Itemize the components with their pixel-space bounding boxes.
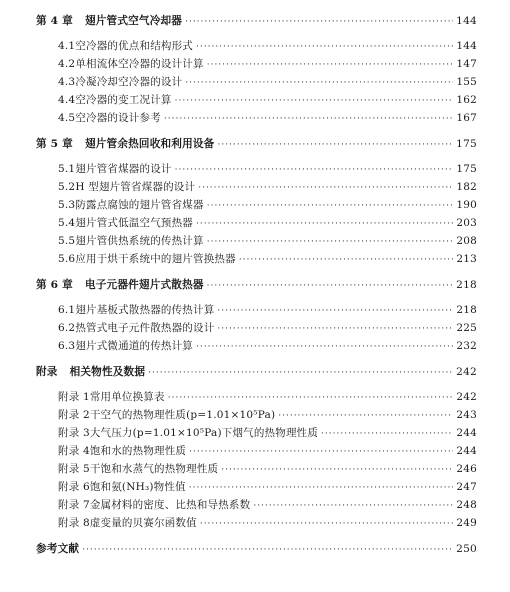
chapter-number: 第 4 章 <box>36 15 73 27</box>
page-number: 144 <box>456 40 477 52</box>
entry-number: 附录 6 <box>58 481 90 493</box>
dot-leader <box>253 501 453 511</box>
entry-title: 热管式电子元件散热器的设计 <box>75 322 215 334</box>
dot-leader <box>185 78 453 88</box>
entry-number: 4.1 <box>58 40 76 52</box>
dot-leader <box>175 96 454 106</box>
entry-number: 5.1 <box>58 163 76 175</box>
dot-leader <box>198 183 453 193</box>
toc-entry[interactable] <box>36 161 477 179</box>
entry-title: H 型翅片管省煤器的设计 <box>75 181 196 193</box>
dot-leader <box>239 255 454 265</box>
entry-number: 5.5 <box>58 235 76 247</box>
chapter-title: 参考文献 <box>36 543 80 555</box>
toc-entry[interactable] <box>36 407 477 425</box>
chapter-heading-ch5[interactable] <box>36 136 477 154</box>
chapter-number: 第 6 章 <box>36 279 73 291</box>
page-number: 155 <box>456 76 477 88</box>
entry-number: 4.4 <box>58 94 76 106</box>
dot-leader <box>164 114 453 124</box>
toc-entry[interactable] <box>36 74 477 92</box>
toc-entry[interactable] <box>36 233 477 251</box>
toc-entry[interactable] <box>36 197 477 215</box>
chapter-heading-ch6[interactable] <box>36 277 477 295</box>
entry-title: 翅片管供热系统的传热计算 <box>75 235 204 247</box>
page-number: 167 <box>456 112 477 124</box>
entry-number: 附录 7 <box>58 499 90 511</box>
page-number: 243 <box>456 409 477 421</box>
entry-title: 干空气的热物理性质(p=1.01×10⁵Pa) <box>89 409 276 421</box>
entry-number: 6.2 <box>58 322 76 334</box>
toc-entry[interactable] <box>36 302 477 320</box>
entry-title: 干饱和水蒸气的热物理性质 <box>89 463 219 475</box>
chapter-title: 电子元器件翅片式散热器 <box>84 279 204 291</box>
page-number: 190 <box>456 199 477 211</box>
dot-leader <box>207 281 454 291</box>
entry-title: 空冷器的设计参考 <box>75 112 161 124</box>
dot-leader <box>217 140 453 150</box>
entry-title: 大气压力(p=1.01×10⁵Pa)下烟气的热物理性质 <box>89 427 319 439</box>
entry-number: 附录 3 <box>58 427 90 439</box>
dot-leader <box>185 17 453 27</box>
chapter-number: 第 5 章 <box>36 138 73 150</box>
toc-entry[interactable] <box>36 38 477 56</box>
chapter-number: 附录 <box>36 366 58 378</box>
entry-number: 6.1 <box>58 304 76 316</box>
entry-number: 附录 1 <box>58 391 90 403</box>
dot-leader <box>189 483 454 493</box>
dot-leader <box>196 42 453 52</box>
chapter-title: 翅片管余热回收和利用设备 <box>84 138 215 150</box>
toc-entry[interactable] <box>36 515 477 533</box>
page-number: 250 <box>456 543 477 555</box>
dot-leader <box>168 393 454 403</box>
toc-entry[interactable] <box>36 461 477 479</box>
dot-leader <box>217 324 453 334</box>
page-number: 218 <box>456 304 477 316</box>
page-number: 248 <box>456 499 477 511</box>
toc-entry[interactable] <box>36 443 477 461</box>
entry-number: 附录 8 <box>58 517 90 529</box>
entry-title: 饱和氨(NH₃)物性值 <box>89 481 186 493</box>
entry-number: 附录 4 <box>58 445 90 457</box>
dot-leader <box>221 465 453 475</box>
entry-title: 饱和水的热物理性质 <box>89 445 187 457</box>
page-number: 242 <box>456 366 477 378</box>
toc-entry[interactable] <box>36 389 477 407</box>
toc-entry[interactable] <box>36 110 477 128</box>
entry-number: 附录 5 <box>58 463 90 475</box>
dot-leader <box>207 60 454 70</box>
entry-number: 5.4 <box>58 217 76 229</box>
chapter-title: 翅片管式空气冷却器 <box>84 15 183 27</box>
toc-entry[interactable] <box>36 425 477 443</box>
page-number: 203 <box>456 217 477 229</box>
toc-entry[interactable] <box>36 338 477 356</box>
dot-leader <box>82 545 453 555</box>
entry-title: 应用于烘干系统中的翅片管换热器 <box>75 253 236 265</box>
page-number: 213 <box>456 253 477 265</box>
page-number: 244 <box>456 445 477 457</box>
toc-entry[interactable] <box>36 251 477 269</box>
entry-number: 4.5 <box>58 112 76 124</box>
dot-leader <box>148 368 453 378</box>
dot-leader <box>200 519 454 529</box>
entry-number: 附录 2 <box>58 409 90 421</box>
chapter-heading-references[interactable] <box>36 541 477 559</box>
page-number: 208 <box>456 235 477 247</box>
dot-leader <box>196 219 453 229</box>
page-number: 218 <box>456 279 477 291</box>
dot-leader <box>189 447 453 457</box>
toc-entry[interactable] <box>36 497 477 515</box>
entry-title: 空冷器的优点和结构形式 <box>75 40 194 52</box>
table-of-contents <box>36 13 477 559</box>
page-number: 182 <box>456 181 477 193</box>
toc-entry[interactable] <box>36 215 477 233</box>
entry-title: 常用单位换算表 <box>89 391 165 403</box>
entry-title: 翅片管式低温空气预热器 <box>75 217 194 229</box>
dot-leader <box>278 411 453 421</box>
page-number: 147 <box>456 58 477 70</box>
page-number: 247 <box>456 481 477 493</box>
chapter-heading-appendix[interactable] <box>36 364 477 382</box>
entry-title: 冷凝冷却空冷器的设计 <box>75 76 183 88</box>
dot-leader <box>217 306 453 316</box>
page-number: 232 <box>456 340 477 352</box>
entry-title: 翅片管省煤器的设计 <box>75 163 172 175</box>
dot-leader <box>207 201 454 211</box>
entry-number: 4.3 <box>58 76 76 88</box>
page-number: 162 <box>456 94 477 106</box>
entry-number: 6.3 <box>58 340 76 352</box>
chapter-heading-ch4[interactable] <box>36 13 477 31</box>
entry-title: 金属材料的密度、比热和导热系数 <box>89 499 251 511</box>
page-number: 225 <box>456 322 477 334</box>
dot-leader <box>321 429 453 439</box>
chapter-title: 相关物性及数据 <box>69 366 146 378</box>
entry-number: 4.2 <box>58 58 76 70</box>
page-number: 244 <box>456 427 477 439</box>
page-number: 175 <box>456 163 477 175</box>
entry-title: 翅片式微通道的传热计算 <box>75 340 194 352</box>
dot-leader <box>196 342 453 352</box>
toc-entry[interactable] <box>36 320 477 338</box>
entry-title: 虚变量的贝赛尔函数值 <box>89 517 197 529</box>
entry-number: 5.2 <box>58 181 76 193</box>
toc-entry[interactable] <box>36 56 477 74</box>
toc-entry[interactable] <box>36 479 477 497</box>
dot-leader <box>175 165 454 175</box>
entry-number: 5.6 <box>58 253 76 265</box>
entry-title: 空冷器的变工况计算 <box>75 94 172 106</box>
entry-number: 5.3 <box>58 199 76 211</box>
page-number: 249 <box>456 517 477 529</box>
toc-entry[interactable] <box>36 92 477 110</box>
dot-leader <box>207 237 454 247</box>
toc-entry[interactable] <box>36 179 477 197</box>
page-number: 175 <box>456 138 477 150</box>
page-number: 246 <box>456 463 477 475</box>
page-number: 242 <box>456 391 477 403</box>
entry-title: 防露点腐蚀的翅片管省煤器 <box>75 199 204 211</box>
entry-title: 翅片基板式散热器的传热计算 <box>75 304 215 316</box>
page-number: 144 <box>456 15 477 27</box>
entry-title: 单相流体空冷器的设计计算 <box>75 58 204 70</box>
